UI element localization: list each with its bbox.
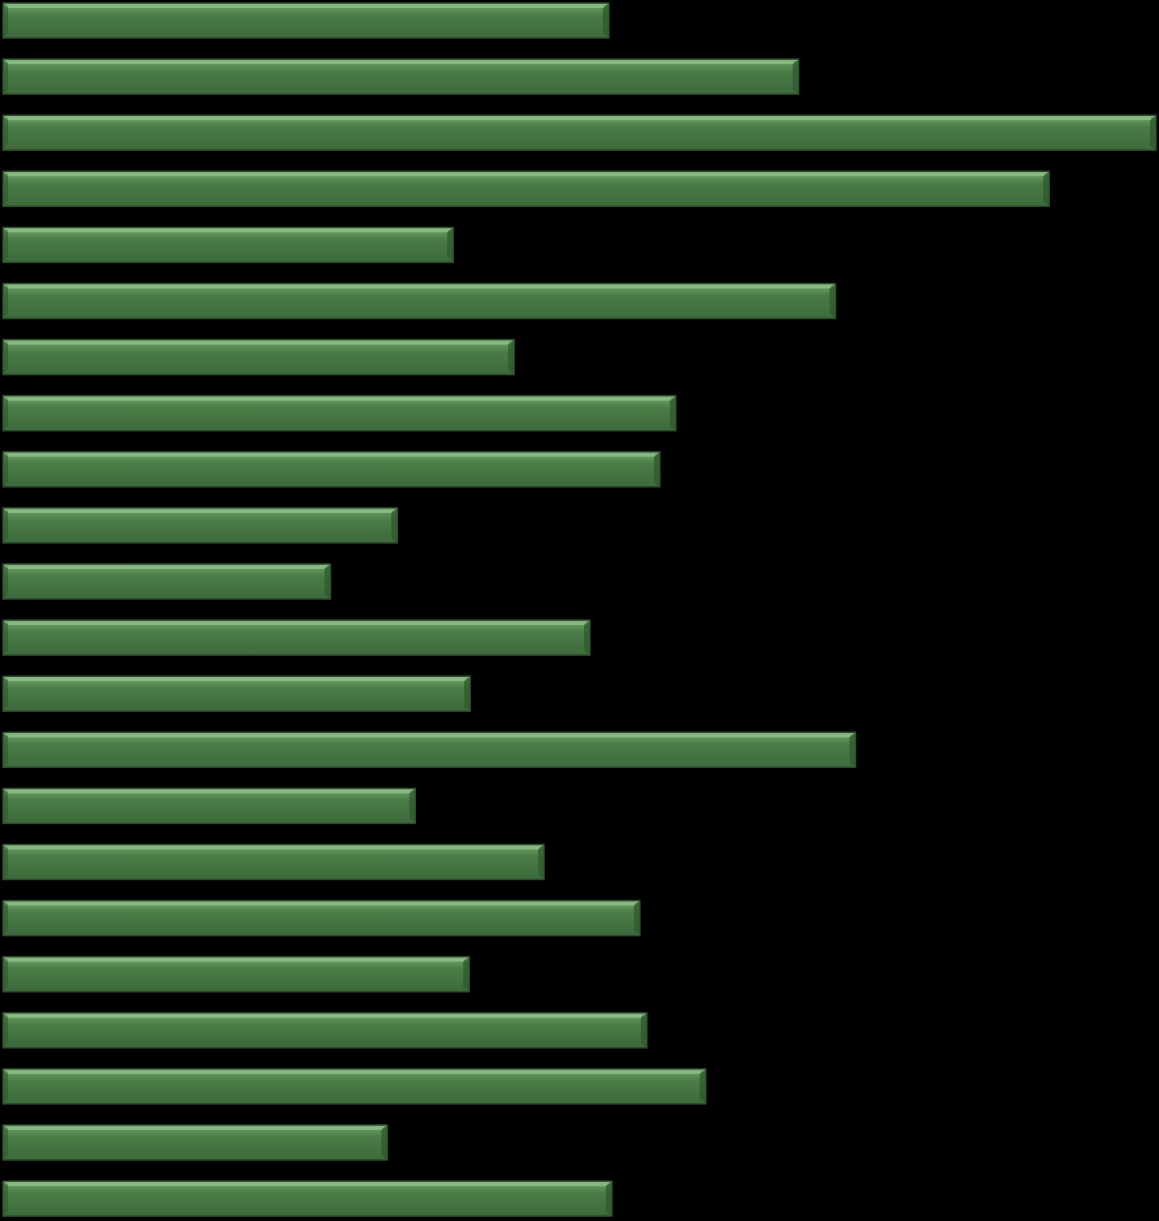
bar-bevel (654, 452, 660, 487)
bar-bevel-left (3, 620, 8, 655)
bar-body (3, 1181, 612, 1216)
bar (3, 508, 397, 543)
bar-bevel (830, 284, 836, 319)
bar-highlight (8, 734, 851, 737)
bar-highlight (8, 1183, 607, 1186)
bar-bevel (793, 59, 799, 94)
bar-bevel-left (3, 396, 8, 431)
bar-body (3, 620, 590, 655)
bar-highlight (8, 229, 448, 232)
bar-body (3, 1125, 387, 1160)
bar-bevel (584, 620, 590, 655)
bar-bevel-left (3, 171, 8, 206)
bar-bevel (606, 1181, 612, 1216)
bar-bevel (1043, 171, 1049, 206)
bar (3, 1069, 706, 1104)
bar-bevel-left (3, 452, 8, 487)
bar-bevel-left (3, 227, 8, 262)
bar-body (3, 901, 640, 936)
bar (3, 564, 330, 599)
bar (3, 227, 453, 262)
bar-body (3, 227, 453, 262)
bar-highlight (8, 790, 410, 793)
bar-highlight (8, 117, 1151, 120)
bar-bevel-left (3, 1013, 8, 1048)
bar (3, 732, 856, 767)
bar-highlight (8, 959, 464, 962)
bar-bevel-left (3, 3, 8, 38)
bar (3, 957, 469, 992)
bar-bevel (381, 1125, 387, 1160)
bar-highlight (8, 1127, 382, 1130)
bar-bevel-left (3, 115, 8, 150)
bar-body (3, 452, 660, 487)
bar-bevel-left (3, 1069, 8, 1104)
bar (3, 1181, 612, 1216)
bar-bevel (324, 564, 330, 599)
bar-bevel-left (3, 788, 8, 823)
bar-bevel-left (3, 59, 8, 94)
bar-body (3, 340, 514, 375)
bar-bevel (464, 676, 470, 711)
bar-body (3, 676, 470, 711)
bar-bevel-left (3, 1181, 8, 1216)
bar (3, 845, 544, 880)
bar-bevel-left (3, 1125, 8, 1160)
bar-body (3, 564, 330, 599)
bar-highlight (8, 286, 831, 289)
bar-body (3, 115, 1156, 150)
bar-bevel-left (3, 845, 8, 880)
bar-body (3, 732, 856, 767)
bar-body (3, 1013, 647, 1048)
bar-highlight (8, 398, 671, 401)
bar-body (3, 396, 676, 431)
bar (3, 59, 799, 94)
bar-highlight (8, 847, 539, 850)
bar (3, 1125, 387, 1160)
bar (3, 788, 415, 823)
bar-bevel-left (3, 340, 8, 375)
bar-bevel (634, 901, 640, 936)
bar-body (3, 171, 1049, 206)
bar-bevel (391, 508, 397, 543)
bar-bevel-left (3, 564, 8, 599)
bar (3, 676, 470, 711)
bar-bevel (641, 1013, 647, 1048)
bar-highlight (8, 903, 635, 906)
bar (3, 396, 676, 431)
bar (3, 340, 514, 375)
bar-body (3, 788, 415, 823)
bar-highlight (8, 5, 604, 8)
bar-highlight (8, 566, 325, 569)
bar-bevel-left (3, 732, 8, 767)
bar (3, 901, 640, 936)
bar (3, 284, 836, 319)
bar (3, 452, 660, 487)
bar-bevel-left (3, 508, 8, 543)
bar (3, 1013, 647, 1048)
bar-bevel-left (3, 284, 8, 319)
bar-bevel (463, 957, 469, 992)
bar-highlight (8, 342, 509, 345)
bar-highlight (8, 622, 585, 625)
bar-bevel (447, 227, 453, 262)
bar (3, 620, 590, 655)
bar-highlight (8, 1015, 642, 1018)
bar (3, 115, 1156, 150)
bar-bevel-left (3, 676, 8, 711)
bar-bevel (700, 1069, 706, 1104)
bar-body (3, 957, 469, 992)
bar-body (3, 1069, 706, 1104)
bar-bevel (409, 788, 415, 823)
bar-highlight (8, 173, 1044, 176)
bar-highlight (8, 61, 794, 64)
bar-bevel (508, 340, 514, 375)
bar-highlight (8, 454, 655, 457)
bar-highlight (8, 1071, 701, 1074)
bar-bevel-left (3, 901, 8, 936)
bar-body (3, 845, 544, 880)
bar-bevel (538, 845, 544, 880)
bar-body (3, 3, 609, 38)
bar (3, 171, 1049, 206)
bar-highlight (8, 510, 392, 513)
bar-bevel (670, 396, 676, 431)
bar-body (3, 59, 799, 94)
bar-body (3, 508, 397, 543)
bar (3, 3, 609, 38)
bar-body (3, 284, 836, 319)
bar-bevel (1150, 115, 1156, 150)
bar-highlight (8, 678, 465, 681)
bar-bevel (850, 732, 856, 767)
bar-bevel (603, 3, 609, 38)
bar-bevel-left (3, 957, 8, 992)
